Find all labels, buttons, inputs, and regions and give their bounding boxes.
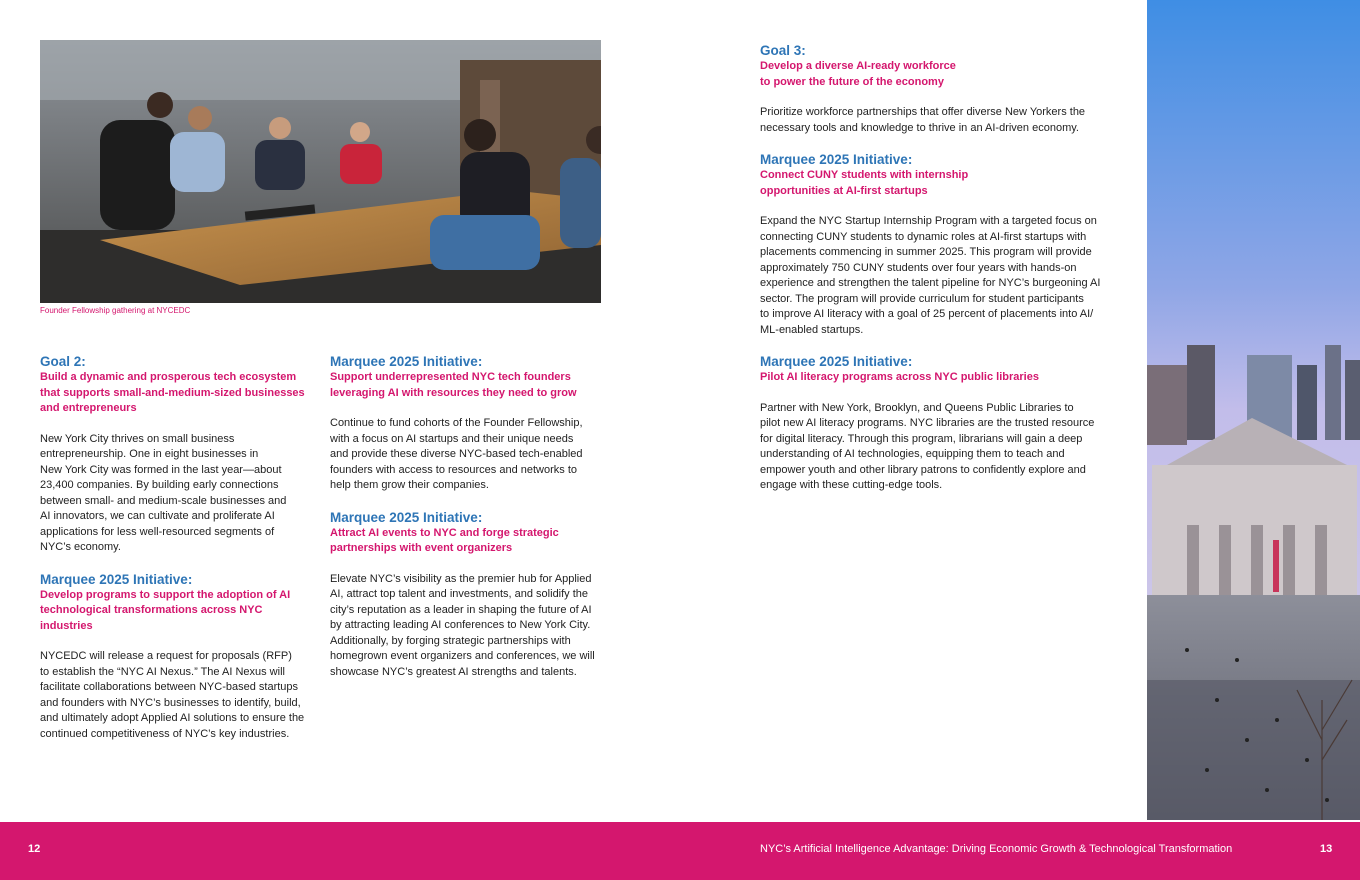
photo-caption: Founder Fellowship gathering at NYCEDC bbox=[40, 306, 191, 315]
page-number-right: 13 bbox=[1320, 843, 1333, 855]
initiative-heading: Marquee 2025 Initiative: bbox=[760, 354, 913, 369]
goal-3-body: Prioritize workforce partnerships that offer diverse New Yorkers the necessary tools and knowledge to thrive in an AI-driven economy. bbox=[760, 106, 1086, 134]
column-2 bbox=[330, 353, 605, 680]
initiative-body: Continue to fund cohorts of the Founder Fellowship, with a focus on AI startups and their unique needs and provide these diverse NYC-based tech-enabled founders with access to resources and networks to help them grow their companies. bbox=[330, 417, 583, 491]
library-photo bbox=[1147, 0, 1360, 820]
initiative-heading: Marquee 2025 Initiative: bbox=[40, 571, 193, 587]
initiative-subheading: Develop programs to support the adoption of AI technological transformations across NYC industries bbox=[40, 588, 291, 632]
goal-2-subheading: Build a dynamic and prosperous tech ecosystem that supports small-and-medium-sized businesses and entrepreneurs bbox=[40, 371, 305, 414]
initiative-subheading: Connect CUNY students with internship opportunities at AI-first startups bbox=[760, 169, 969, 197]
report-title: NYC’s Artificial Intelligence Advantage: Driving Economic Growth & Technological Transformation bbox=[760, 843, 1233, 855]
initiative-body: Expand the NYC Startup Internship Program with a targeted focus on connecting CUNY students to dynamic roles at AI-first startups with placements commencing in summer 2025. This program will provide approximately 750 CUNY students over four years with hands-on experience and strengthen the talent pipeline for NYC’s burgeoning AI sector. The program will provide curriculum for student participants to improve AI literacy with a goal of 25 percent of placements into AI/ ML-enabled startups. bbox=[760, 215, 1101, 336]
initiative-heading: Marquee 2025 Initiative: bbox=[330, 354, 483, 369]
page-footer bbox=[0, 822, 1360, 880]
goal-2-heading: Goal 2: bbox=[40, 354, 86, 369]
initiative-subheading: Support underrepresented NYC tech founders leveraging AI with resources they need to grow bbox=[330, 371, 577, 399]
initiative-heading: Marquee 2025 Initiative: bbox=[760, 152, 913, 167]
page-number-left: 12 bbox=[28, 843, 41, 855]
initiative-subheading: Pilot AI literacy programs across NYC public libraries bbox=[760, 371, 1039, 383]
meeting-photo bbox=[40, 40, 601, 303]
goal-3-subheading: Develop a diverse AI-ready workforce to power the future of the economy bbox=[760, 60, 956, 88]
initiative-subheading: Attract AI events to NYC and forge strategic partnerships with event organizers bbox=[330, 526, 559, 554]
goal-3-heading: Goal 3: bbox=[760, 43, 806, 58]
goal-2-section bbox=[40, 353, 315, 742]
initiative-heading: Marquee 2025 Initiative: bbox=[330, 509, 483, 525]
initiative-body: Partner with New York, Brooklyn, and Queens Public Libraries to pilot new AI literacy programs. NYC libraries are the trusted resource for digital literacy. Through this program, librarians will gain a deep understanding of AI technologies, equipping them to teach and empower youth and other library patrons to confidently explore and engage with these cutting-edge tools. bbox=[760, 401, 1095, 491]
goal-2-body: New York City thrives on small business entrepreneurship. One in eight businesses in New York City was formed in the last year—about 23,400 companies. By building early connections between small- and medium-scale businesses and AI innovators, we can cultivate and proliferate AI applications for less well-resourced segments of NYC’s economy. bbox=[40, 432, 287, 553]
goal-3-section bbox=[760, 42, 1120, 494]
initiative-body: Elevate NYC’s visibility as the premier hub for Applied AI, attract top talent and investments, and solidify the city’s reputation as a leader in shaping the future of AI by attracting leading AI conferences to New York City. Additionally, by forging strategic partnerships with homegrown event organizers and conferences, we will showcase NYC’s greatest AI strengths and talents. bbox=[330, 572, 595, 678]
initiative-body: NYCEDC will release a request for proposals (RFP) to establish the “NYC AI Nexus.” The AI Nexus will facilitate collaborations between NYC-based startups and founders with NYC’s businesses to identify, build, and ultimately adopt Applied AI solutions to ensure the continued competitiveness of NYC’s key industries. bbox=[40, 650, 305, 740]
